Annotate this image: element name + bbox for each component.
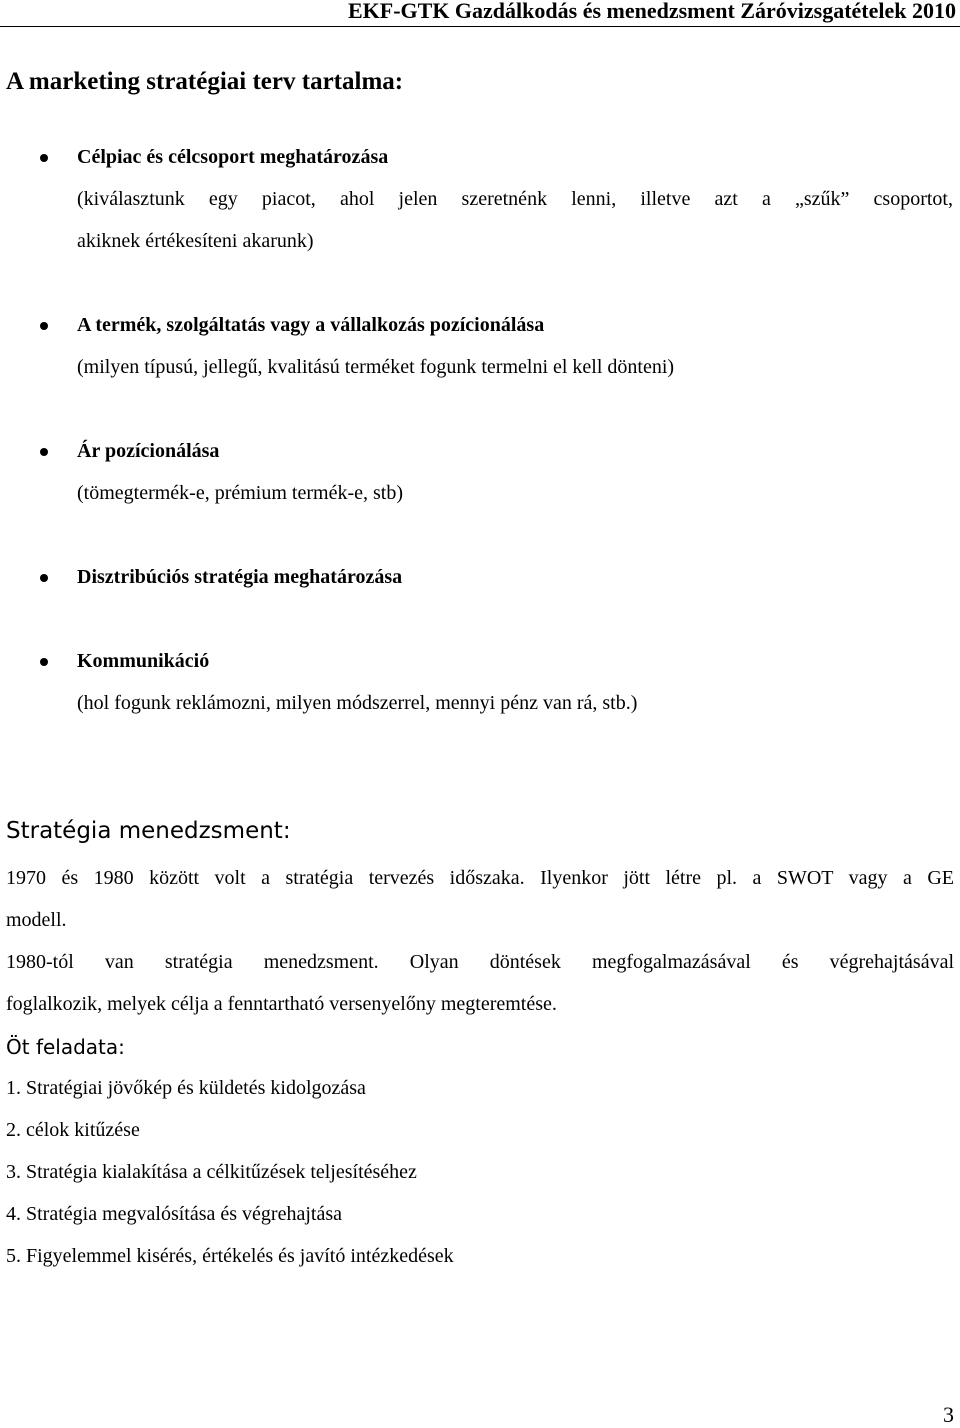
section-title-marketing: A marketing stratégiai terv tartalma:: [6, 68, 404, 95]
bullet-dot: [40, 574, 48, 582]
paragraph-line: foglalkozik, melyek célja a fenntartható versenyelőny megteremtése.: [6, 993, 557, 1015]
task-item: 5. Figyelemmel kisérés, értékelés és javító intézkedések: [6, 1245, 454, 1267]
item-desc-line: akiknek értékesíteni akarunk): [77, 230, 314, 252]
task-item: 1. Stratégiai jövőkép és küldetés kidolgozása: [6, 1077, 366, 1099]
item-desc-line: (tömegtermék-e, prémium termék-e, stb): [77, 482, 403, 504]
item-title: Ár pozícionálása: [77, 440, 220, 462]
page-number: 3: [943, 1402, 954, 1427]
item-title: Kommunikáció: [77, 650, 210, 672]
running-header: EKF-GTK Gazdálkodás és menedzsment Záróvizsgatételek 2010: [347, 0, 956, 23]
item-title: Célpiac és célcsoport meghatározása: [77, 146, 389, 168]
item-desc-line: (hol fogunk reklámozni, milyen módszerrel, mennyi pénz van rá, stb.): [77, 692, 638, 714]
item-title: Disztribúciós stratégia meghatározása: [77, 566, 403, 588]
item-desc-line: (milyen típusú, jellegű, kvalitású terméket fogunk termelni el kell dönteni): [77, 356, 675, 378]
paragraph-line: modell.: [6, 909, 67, 931]
task-item: 2. célok kitűzése: [6, 1119, 140, 1141]
task-item: 3. Stratégia kialakítása a célkitűzések teljesítéséhez: [6, 1161, 417, 1183]
header-rule: [0, 26, 960, 27]
item-desc-line: (kiválasztunk egy piacot, ahol jelen szeretnénk lenni, illetve azt a „szűk” csoportot,: [77, 188, 953, 210]
bullet-dot: [40, 154, 48, 162]
item-title: A termék, szolgáltatás vagy a vállalkozás pozícionálása: [77, 314, 545, 336]
bullet-dot: [40, 658, 48, 666]
section-title-strategy: Stratégia menedzsment:: [6, 818, 291, 844]
paragraph-line: 1980-tól van stratégia menedzsment. Olyan döntések megfogalmazásával és végrehajtásával: [6, 951, 954, 973]
task-item: 4. Stratégia megvalósítása és végrehajtása: [6, 1203, 342, 1225]
bullet-dot: [40, 448, 48, 456]
bullet-dot: [40, 322, 48, 330]
paragraph-line: 1970 és 1980 között volt a stratégia tervezés időszaka. Ilyenkor jött létre pl. a SWOT vagy a GE: [6, 867, 954, 889]
tasks-title: Öt feladata:: [6, 1035, 125, 1059]
